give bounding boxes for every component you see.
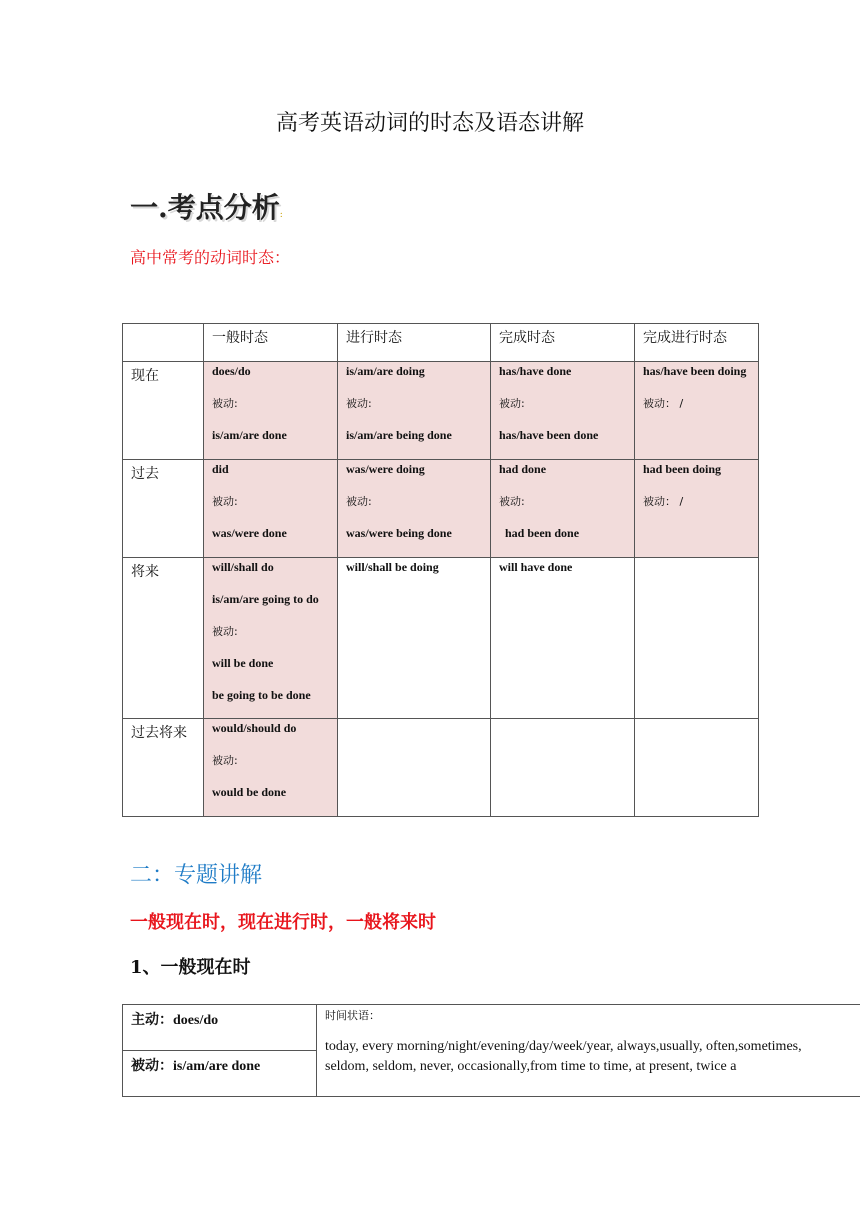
active-form-cell: 主动：does/do — [123, 1005, 317, 1051]
row-label-future-in-past: 过去将来 — [123, 719, 204, 817]
present-row-active — [123, 1005, 860, 1051]
cell-future-perfect-progressive — [635, 558, 759, 719]
section-heading-lecture: 二：专题讲解 — [130, 863, 263, 888]
cell-future-in-past-perfect — [491, 719, 635, 817]
cell-past-progressive: was/were doing 被动: was/were being done — [338, 460, 491, 558]
row-label-past: 过去 — [123, 460, 204, 558]
section-heading-text: 一.考点分析 — [130, 191, 280, 224]
tense-row-future-in-past — [123, 719, 759, 817]
cell-present-simple: does/do 被动: is/am/are done — [204, 362, 338, 460]
tense-table — [122, 323, 759, 817]
cell-present-perfect-progressive: has/have been doing 被动： / — [635, 362, 759, 460]
row-label-future: 将来 — [123, 558, 204, 719]
cell-future-progressive: will/shall be doing — [338, 558, 491, 719]
time-adverbial-label: 时间状语： — [325, 1009, 380, 1022]
cell-future-in-past-progressive — [338, 719, 491, 817]
subtopic-heading: 1、一般现在时 — [130, 957, 251, 978]
tense-row-past — [123, 460, 759, 558]
tense-row-present — [123, 362, 759, 460]
cell-present-perfect: has/have done 被动: has/have been done — [491, 362, 635, 460]
topic-heading: 一般现在时，现在进行时，一般将来时 — [130, 912, 436, 933]
time-adverbial-cell — [317, 1005, 860, 1097]
document-title: 高考英语动词的时态及语态讲解 — [275, 111, 584, 136]
cell-future-simple: will/shall do is/am/are going to do 被动: will be done be going to be done — [204, 558, 338, 719]
passive-form-cell: 被动：is/am/are done — [123, 1051, 317, 1097]
cell-future-in-past-perfect-progressive — [635, 719, 759, 817]
header-cell-perfect: 完成时态 — [491, 324, 635, 362]
tense-subtitle: 高中常考的动词时态： — [130, 248, 291, 267]
header-cell-simple: 一般时态 — [204, 324, 338, 362]
cell-present-progressive: is/am/are doing 被动: is/am/are being done — [338, 362, 491, 460]
heading-mark: : — [279, 210, 283, 220]
header-cell-progressive: 进行时态 — [338, 324, 491, 362]
cell-future-perfect: will have done — [491, 558, 635, 719]
present-simple-table — [122, 1004, 860, 1097]
cell-past-simple: did 被动: was/were done — [204, 460, 338, 558]
tense-header-row — [123, 324, 759, 362]
cell-past-perfect: had done 被动: had been done — [491, 460, 635, 558]
row-label-present: 现在 — [123, 362, 204, 460]
cell-future-in-past-simple: would/should do 被动: would be done — [204, 719, 338, 817]
header-cell-empty — [123, 324, 204, 362]
cell-past-perfect-progressive: had been doing 被动： / — [635, 460, 759, 558]
tense-row-future — [123, 558, 759, 719]
header-cell-perfect-progressive: 完成进行时态 — [635, 324, 759, 362]
section-heading-analysis — [130, 186, 283, 226]
time-adverbial-text: today, every morning/night/evening/day/week/year, always,usually, often,sometimes, seldom, seldom, never, occasionally,from time to time, at present, twice a — [325, 1039, 802, 1074]
